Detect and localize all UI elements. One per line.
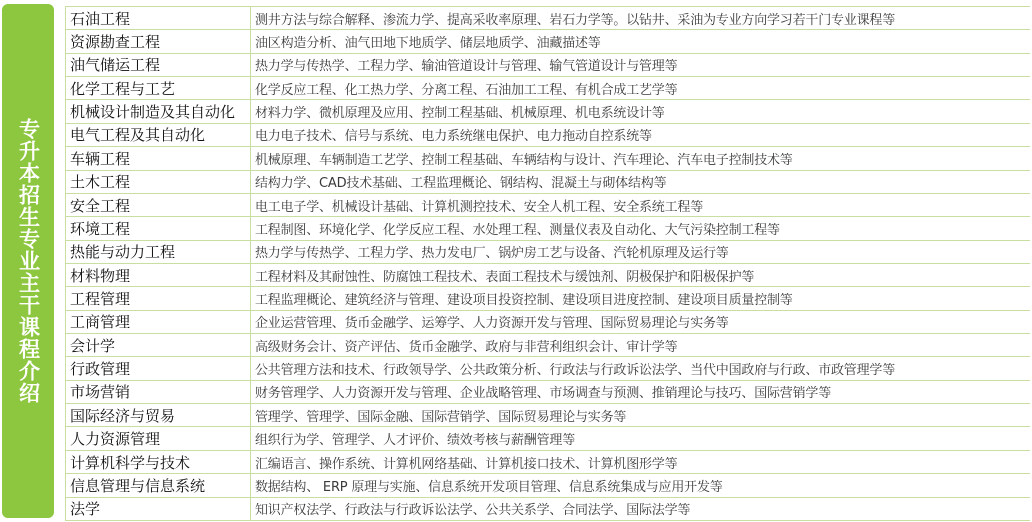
major-name: 热能与动力工程 bbox=[66, 240, 251, 263]
table-row bbox=[66, 240, 1031, 263]
course-list: 公共管理方法和技术、行政领导学、公共政策分析、行政法与行政诉讼法学、当代中国政府与行政、市政管理学等 bbox=[251, 357, 1031, 380]
major-name: 电气工程及其自动化 bbox=[66, 123, 251, 146]
major-name: 安全工程 bbox=[66, 193, 251, 216]
major-name: 土木工程 bbox=[66, 170, 251, 193]
course-list: 化学反应工程、化工热力学、分离工程、石油加工工程、有机合成工艺学等 bbox=[251, 77, 1031, 100]
table-row bbox=[66, 147, 1031, 170]
course-list: 管理学、管理学、国际金融、国际营销学、国际贸易理论与实务等 bbox=[251, 404, 1031, 427]
table-row bbox=[66, 357, 1031, 380]
course-list: 电工电子学、机械设计基础、计算机测控技术、安全人机工程、安全系统工程等 bbox=[251, 193, 1031, 216]
major-name: 会计学 bbox=[66, 334, 251, 357]
major-name: 车辆工程 bbox=[66, 147, 251, 170]
major-name: 化学工程与工艺 bbox=[66, 77, 251, 100]
major-name: 人力资源管理 bbox=[66, 427, 251, 450]
major-name: 油气储运工程 bbox=[66, 53, 251, 76]
table-row bbox=[66, 77, 1031, 100]
table-row bbox=[66, 123, 1031, 146]
course-list: 组织行为学、管理学、人才评价、绩效考核与薪酬管理等 bbox=[251, 427, 1031, 450]
table-row bbox=[66, 100, 1031, 123]
table-row bbox=[66, 380, 1031, 403]
course-list: 测井方法与综合解释、渗流力学、提高采收率原理、岩石力学等。以钻井、采油为专业方向学习若干门专业课程等 bbox=[251, 7, 1031, 30]
major-name: 材料物理 bbox=[66, 263, 251, 286]
major-name: 信息管理与信息系统 bbox=[66, 474, 251, 497]
course-list: 热力学与传热学、工程力学、输油管道设计与管理、输气管道设计与管理等 bbox=[251, 53, 1031, 76]
course-list: 工程监理概论、建筑经济与管理、建设项目投资控制、建设项目进度控制、建设项目质量控制等 bbox=[251, 287, 1031, 310]
course-list: 热力学与传热学、工程力学、热力发电厂、锅炉房工艺与设备、汽轮机原理及运行等 bbox=[251, 240, 1031, 263]
major-name: 石油工程 bbox=[66, 7, 251, 30]
table-row bbox=[66, 217, 1031, 240]
course-list: 财务管理学、人力资源开发与管理、企业战略管理、市场调查与预测、推销理论与技巧、国际营销学等 bbox=[251, 380, 1031, 403]
table-row bbox=[66, 170, 1031, 193]
side-title: 专升本招生专业主干课程介绍 bbox=[16, 118, 41, 404]
table-row bbox=[66, 450, 1031, 473]
course-list: 结构力学、CAD技术基础、工程监理概论、钢结构、混凝土与砌体结构等 bbox=[251, 170, 1031, 193]
table-row bbox=[66, 404, 1031, 427]
side-title-panel bbox=[2, 4, 54, 518]
table-row bbox=[66, 7, 1031, 30]
table-row bbox=[66, 263, 1031, 286]
course-list: 企业运营管理、货币金融学、运筹学、人力资源开发与管理、国际贸易理论与实务等 bbox=[251, 310, 1031, 333]
major-name: 环境工程 bbox=[66, 217, 251, 240]
course-list: 知识产权法学、行政法与行政诉讼法学、公共关系学、合同法学、国际法学等 bbox=[251, 497, 1031, 520]
major-name: 国际经济与贸易 bbox=[66, 404, 251, 427]
course-list: 高级财务会计、资产评估、货币金融学、政府与非营利组织会计、审计学等 bbox=[251, 334, 1031, 357]
major-name: 机械设计制造及其自动化 bbox=[66, 100, 251, 123]
table-row bbox=[66, 474, 1031, 497]
course-list: 材料力学、微机原理及应用、控制工程基础、机械原理、机电系统设计等 bbox=[251, 100, 1031, 123]
major-name: 工程管理 bbox=[66, 287, 251, 310]
table-row bbox=[66, 334, 1031, 357]
major-name: 行政管理 bbox=[66, 357, 251, 380]
major-name: 计算机科学与技术 bbox=[66, 450, 251, 473]
table-row bbox=[66, 427, 1031, 450]
table-row bbox=[66, 193, 1031, 216]
course-list: 工程制图、环境化学、化学反应工程、水处理工程、测量仪表及自动化、大气污染控制工程等 bbox=[251, 217, 1031, 240]
course-list: 数据结构、 ERP 原理与实施、信息系统开发项目管理、信息系统集成与应用开发等 bbox=[251, 474, 1031, 497]
course-rows bbox=[66, 7, 1031, 521]
table-row bbox=[66, 497, 1031, 520]
major-name: 资源勘查工程 bbox=[66, 30, 251, 53]
major-name: 法学 bbox=[66, 497, 251, 520]
table-row bbox=[66, 30, 1031, 53]
major-name: 市场营销 bbox=[66, 380, 251, 403]
course-table bbox=[65, 6, 1030, 521]
table-row bbox=[66, 310, 1031, 333]
course-list: 油区构造分析、油气田地下地质学、储层地质学、油藏描述等 bbox=[251, 30, 1031, 53]
course-list: 电力电子技术、信号与系统、电力系统继电保护、电力拖动自控系统等 bbox=[251, 123, 1031, 146]
major-name: 工商管理 bbox=[66, 310, 251, 333]
course-list: 机械原理、车辆制造工艺学、控制工程基础、车辆结构与设计、汽车理论、汽车电子控制技术等 bbox=[251, 147, 1031, 170]
course-list: 汇编语言、操作系统、计算机网络基础、计算机接口技术、计算机图形学等 bbox=[251, 450, 1031, 473]
table-row bbox=[66, 53, 1031, 76]
course-list: 工程材料及其耐蚀性、防腐蚀工程技术、表面工程技术与缓蚀剂、阴极保护和阳极保护等 bbox=[251, 263, 1031, 286]
table-row bbox=[66, 287, 1031, 310]
